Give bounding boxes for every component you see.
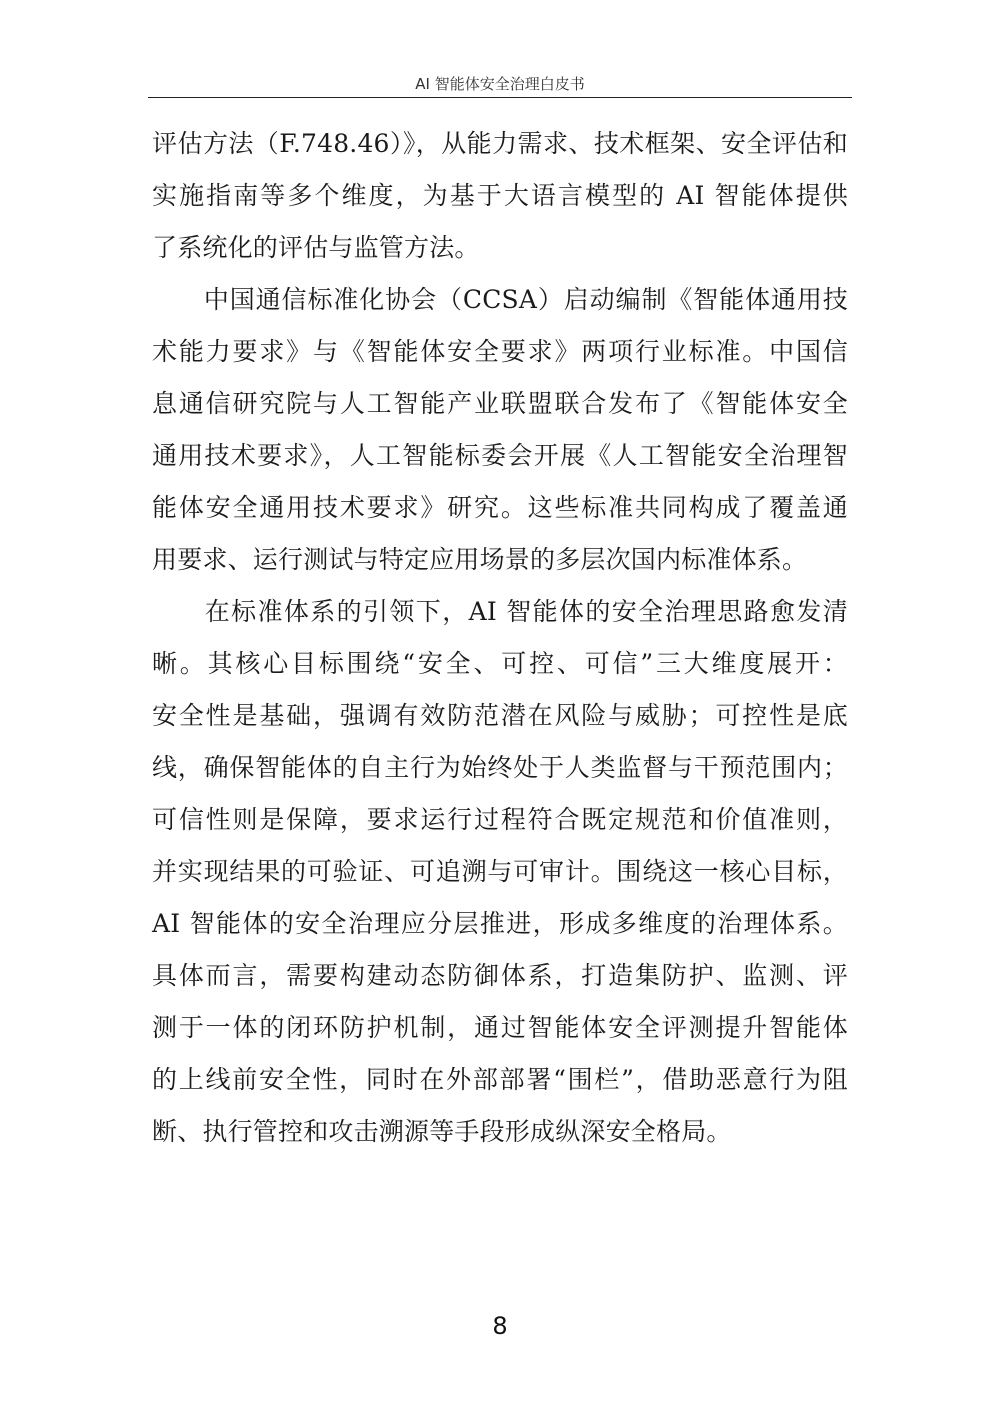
page-number: 8 bbox=[492, 1312, 508, 1340]
text-line: 了系统化的评估与监管方法。 bbox=[152, 233, 480, 262]
text-line: 实施指南等多个维度，为基于大语言模型的 AI 智能体提供 bbox=[152, 181, 848, 210]
text-line: 术能力要求》与《智能体安全要求》两项行业标准。中国信 bbox=[152, 337, 848, 366]
paragraph-3 bbox=[152, 586, 848, 1158]
text-line: 在标准体系的引领下，AI 智能体的安全治理思路愈发清 bbox=[152, 597, 848, 626]
text-line: 用要求、运行测试与特定应用场景的多层次国内标准体系。 bbox=[152, 545, 808, 574]
header-rule bbox=[148, 97, 852, 98]
text-line: 中国通信标准化协会（CCSA）启动编制《智能体通用技 bbox=[152, 285, 848, 314]
text-line: 能体安全通用技术要求》研究。这些标准共同构成了覆盖通 bbox=[152, 493, 848, 522]
text-line: 安全性是基础，强调有效防范潜在风险与威胁；可控性是底 bbox=[152, 701, 848, 730]
text-line: AI 智能体的安全治理应分层推进，形成多维度的治理体系。 bbox=[152, 909, 848, 938]
running-header: AI 智能体安全治理白皮书 bbox=[415, 75, 585, 93]
text-line: 线，确保智能体的自主行为始终处于人类监督与干预范围内； bbox=[152, 753, 848, 782]
text-line: 评估方法（F.748.46）》，从能力需求、技术框架、安全评估和 bbox=[152, 129, 848, 158]
paragraph-1 bbox=[152, 118, 848, 274]
text-line: 测于一体的闭环防护机制，通过智能体安全评测提升智能体 bbox=[152, 1013, 848, 1042]
paragraph-2 bbox=[152, 274, 848, 586]
text-line: 具体而言，需要构建动态防御体系，打造集防护、监测、评 bbox=[152, 961, 848, 990]
text-line: 息通信研究院与人工智能产业联盟联合发布了《智能体安全 bbox=[152, 389, 848, 418]
body-text bbox=[152, 118, 848, 1158]
text-line: 的上线前安全性，同时在外部部署“围栏”，借助恶意行为阻 bbox=[152, 1065, 848, 1094]
text-line: 可信性则是保障，要求运行过程符合既定规范和价值准则， bbox=[152, 805, 848, 834]
text-line: 并实现结果的可验证、可追溯与可审计。围绕这一核心目标， bbox=[152, 857, 848, 886]
text-line: 通用技术要求》，人工智能标委会开展《人工智能安全治理智 bbox=[152, 441, 848, 470]
text-line: 断、执行管控和攻击溯源等手段形成纵深安全格局。 bbox=[152, 1117, 732, 1146]
text-line: 晰。其核心目标围绕“安全、可控、可信”三大维度展开： bbox=[152, 649, 848, 678]
